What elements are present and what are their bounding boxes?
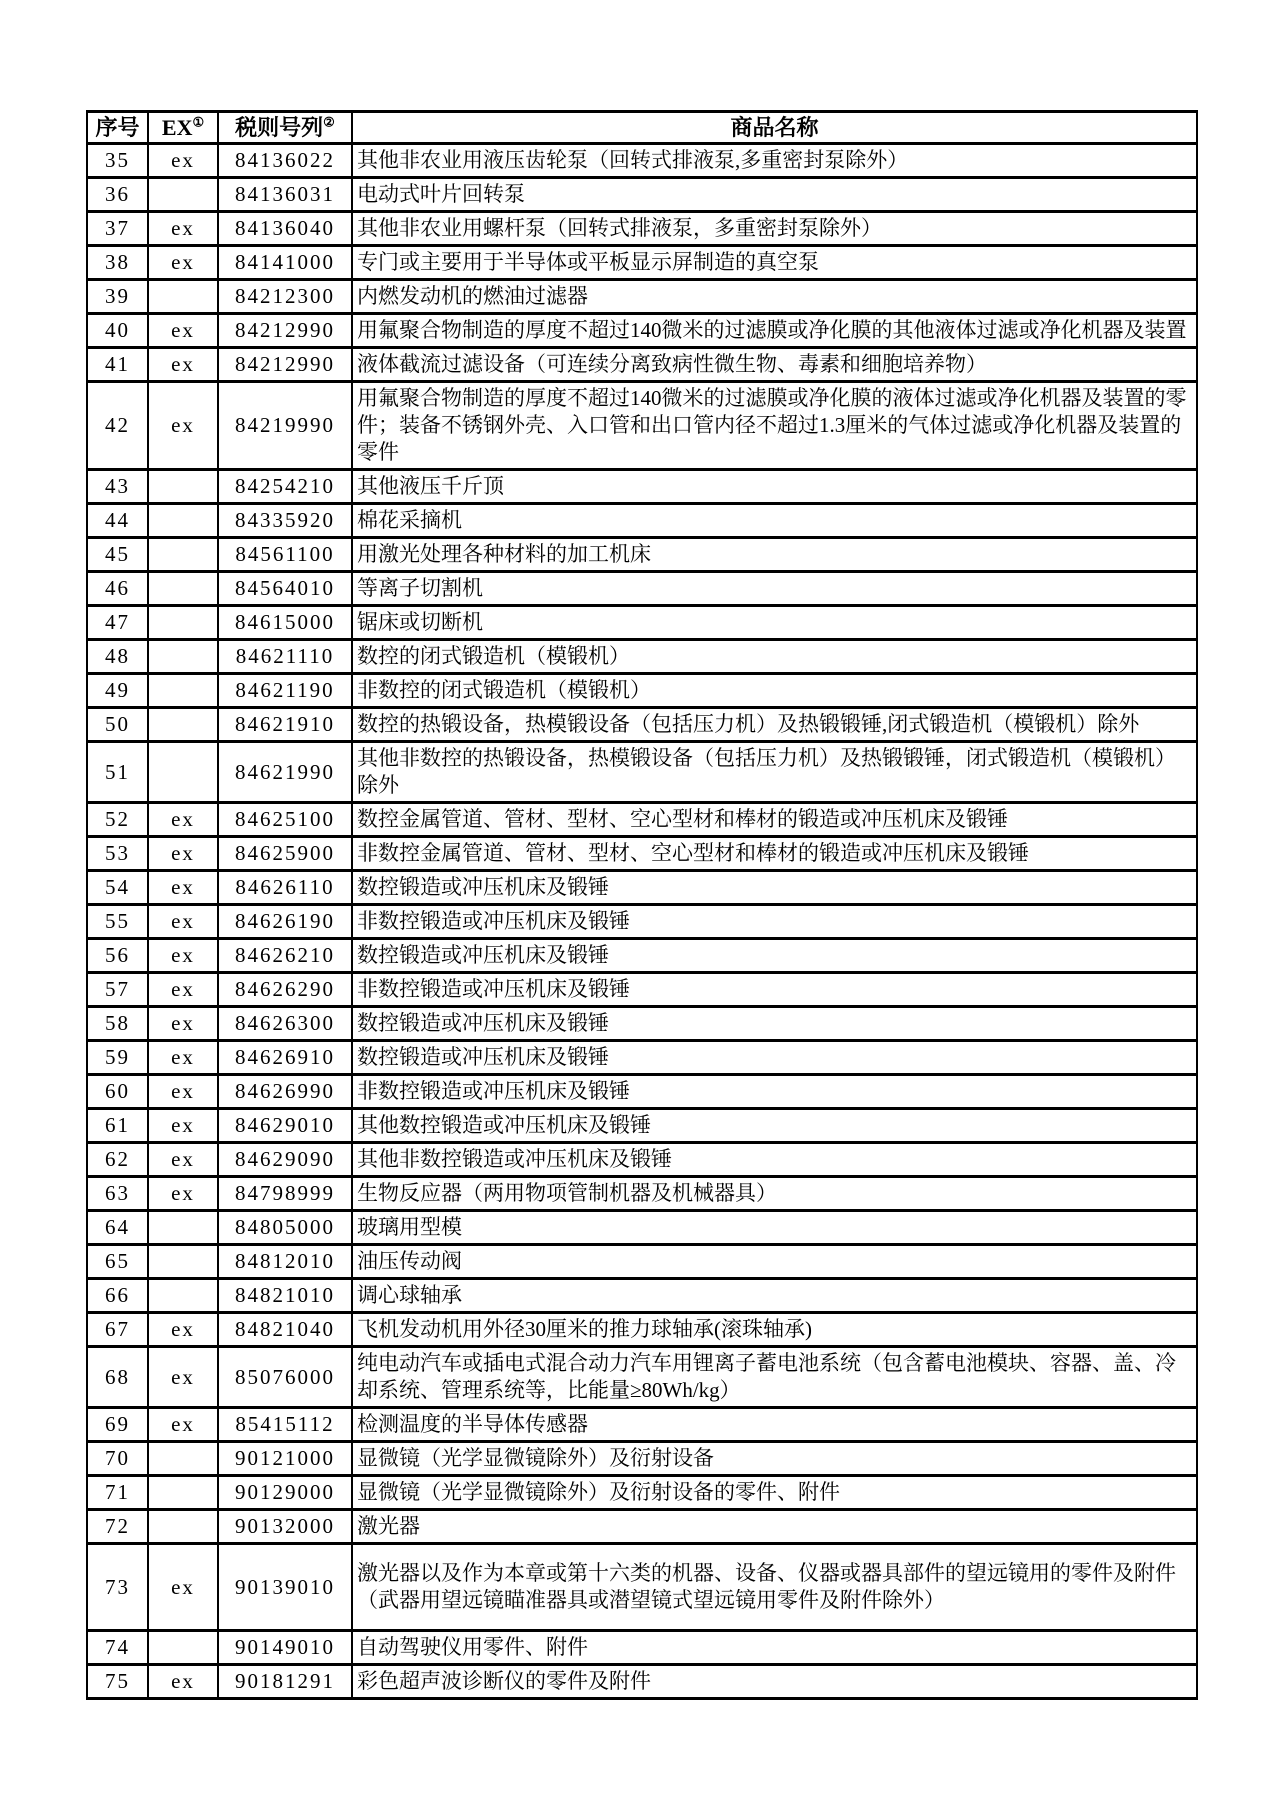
row-serial-number: 49 [87, 674, 148, 708]
row-serial-number: 45 [87, 538, 148, 572]
row-tariff-code: 84629090 [218, 1143, 352, 1177]
row-product-name: 显微镜（光学显微镜除外）及衍射设备的零件、附件 [352, 1476, 1197, 1510]
row-serial-number: 55 [87, 905, 148, 939]
row-tariff-code: 84805000 [218, 1211, 352, 1245]
row-serial-number: 58 [87, 1007, 148, 1041]
row-ex-flag [148, 572, 218, 606]
row-ex-flag: ex [148, 1075, 218, 1109]
row-ex-flag: ex [148, 1347, 218, 1408]
row-tariff-code: 84821040 [218, 1313, 352, 1347]
row-ex-flag [148, 1476, 218, 1510]
row-tariff-code: 84615000 [218, 606, 352, 640]
table-row [87, 905, 1197, 939]
row-ex-flag [148, 178, 218, 212]
row-serial-number: 62 [87, 1143, 148, 1177]
row-product-name: 自动驾驶仪用零件、附件 [352, 1631, 1197, 1665]
table-row [87, 1665, 1197, 1699]
table-row [87, 178, 1197, 212]
row-ex-flag [148, 1631, 218, 1665]
row-tariff-code: 84621910 [218, 708, 352, 742]
table-row [87, 1109, 1197, 1143]
row-tariff-code: 84141000 [218, 246, 352, 280]
row-product-name: 数控的闭式锻造机（模锻机） [352, 640, 1197, 674]
row-serial-number: 46 [87, 572, 148, 606]
row-ex-flag: ex [148, 212, 218, 246]
row-serial-number: 68 [87, 1347, 148, 1408]
row-ex-flag: ex [148, 246, 218, 280]
row-serial-number: 48 [87, 640, 148, 674]
row-ex-flag: ex [148, 1544, 218, 1631]
table-row [87, 871, 1197, 905]
table-row [87, 1510, 1197, 1544]
row-serial-number: 72 [87, 1510, 148, 1544]
table-row [87, 606, 1197, 640]
row-tariff-code: 84212300 [218, 280, 352, 314]
row-product-name: 其他非数控的热锻设备，热模锻设备（包括压力机）及热锻锻锤，闭式锻造机（模锻机）除外 [352, 742, 1197, 803]
row-product-name: 液体截流过滤设备（可连续分离致病性微生物、毒素和细胞培养物） [352, 348, 1197, 382]
row-tariff-code: 90129000 [218, 1476, 352, 1510]
row-ex-flag: ex [148, 871, 218, 905]
row-serial-number: 61 [87, 1109, 148, 1143]
table-row [87, 348, 1197, 382]
row-serial-number: 74 [87, 1631, 148, 1665]
row-ex-flag: ex [148, 939, 218, 973]
row-serial-number: 66 [87, 1279, 148, 1313]
table-row [87, 1245, 1197, 1279]
footnote-marker-1: ① [192, 114, 205, 130]
row-tariff-code: 84621110 [218, 640, 352, 674]
table-row [87, 538, 1197, 572]
row-ex-flag [148, 470, 218, 504]
table-row [87, 640, 1197, 674]
row-tariff-code: 84626210 [218, 939, 352, 973]
row-ex-flag [148, 280, 218, 314]
row-tariff-code: 84626290 [218, 973, 352, 1007]
row-tariff-code: 84212990 [218, 314, 352, 348]
row-ex-flag: ex [148, 348, 218, 382]
row-tariff-code: 90139010 [218, 1544, 352, 1631]
row-serial-number: 35 [87, 144, 148, 178]
table-row [87, 1476, 1197, 1510]
row-product-name: 数控锻造或冲压机床及锻锤 [352, 871, 1197, 905]
column-header-tariff-code-label: 税则号列 [235, 115, 324, 140]
row-serial-number: 73 [87, 1544, 148, 1631]
row-ex-flag: ex [148, 1109, 218, 1143]
row-tariff-code: 84626300 [218, 1007, 352, 1041]
row-tariff-code: 84625100 [218, 803, 352, 837]
table-row [87, 572, 1197, 606]
row-tariff-code: 84626190 [218, 905, 352, 939]
row-serial-number: 56 [87, 939, 148, 973]
table-row [87, 314, 1197, 348]
row-serial-number: 60 [87, 1075, 148, 1109]
column-header-ex [148, 112, 218, 144]
row-product-name: 其他非农业用液压齿轮泵（回转式排液泵,多重密封泵除外） [352, 144, 1197, 178]
table-row [87, 708, 1197, 742]
row-tariff-code: 84564010 [218, 572, 352, 606]
table-row [87, 1544, 1197, 1631]
table-row [87, 742, 1197, 803]
row-serial-number: 50 [87, 708, 148, 742]
row-ex-flag: ex [148, 803, 218, 837]
row-product-name: 激光器 [352, 1510, 1197, 1544]
row-product-name: 棉花采摘机 [352, 504, 1197, 538]
row-ex-flag [148, 640, 218, 674]
row-tariff-code: 90149010 [218, 1631, 352, 1665]
row-serial-number: 40 [87, 314, 148, 348]
row-ex-flag: ex [148, 1041, 218, 1075]
row-tariff-code: 84136022 [218, 144, 352, 178]
row-ex-flag [148, 1245, 218, 1279]
row-tariff-code: 85415112 [218, 1408, 352, 1442]
row-serial-number: 67 [87, 1313, 148, 1347]
row-product-name: 内燃发动机的燃油过滤器 [352, 280, 1197, 314]
tariff-table [86, 110, 1198, 1700]
table-row [87, 246, 1197, 280]
row-ex-flag: ex [148, 1313, 218, 1347]
row-product-name: 非数控锻造或冲压机床及锻锤 [352, 905, 1197, 939]
table-row [87, 939, 1197, 973]
table-row [87, 1313, 1197, 1347]
table-row [87, 144, 1197, 178]
table-row [87, 1007, 1197, 1041]
row-ex-flag: ex [148, 973, 218, 1007]
row-ex-flag: ex [148, 837, 218, 871]
row-tariff-code: 84136031 [218, 178, 352, 212]
column-header-tariff-code [218, 112, 352, 144]
row-serial-number: 39 [87, 280, 148, 314]
row-serial-number: 69 [87, 1408, 148, 1442]
row-product-name: 调心球轴承 [352, 1279, 1197, 1313]
row-serial-number: 43 [87, 470, 148, 504]
row-ex-flag [148, 504, 218, 538]
table-row [87, 1041, 1197, 1075]
row-product-name: 用氟聚合物制造的厚度不超过140微米的过滤膜或净化膜的液体过滤或净化机器及装置的零件；装备不锈钢外壳、入口管和出口管内径不超过1.3厘米的气体过滤或净化机器及装置的零件 [352, 382, 1197, 470]
row-product-name: 专门或主要用于半导体或平板显示屏制造的真空泵 [352, 246, 1197, 280]
row-tariff-code: 84335920 [218, 504, 352, 538]
row-ex-flag: ex [148, 1143, 218, 1177]
row-tariff-code: 84219990 [218, 382, 352, 470]
row-serial-number: 37 [87, 212, 148, 246]
table-row [87, 1211, 1197, 1245]
table-row [87, 1631, 1197, 1665]
row-tariff-code: 84621190 [218, 674, 352, 708]
row-ex-flag [148, 1279, 218, 1313]
row-product-name: 彩色超声波诊断仪的零件及附件 [352, 1665, 1197, 1699]
row-serial-number: 59 [87, 1041, 148, 1075]
row-product-name: 飞机发动机用外径30厘米的推力球轴承(滚珠轴承) [352, 1313, 1197, 1347]
row-ex-flag: ex [148, 905, 218, 939]
row-ex-flag: ex [148, 1177, 218, 1211]
table-row [87, 973, 1197, 1007]
row-tariff-code: 84212990 [218, 348, 352, 382]
row-ex-flag [148, 538, 218, 572]
column-header-product-name: 商品名称 [352, 112, 1197, 144]
column-header-ex-label: EX [161, 115, 193, 140]
row-product-name: 非数控金属管道、管材、型材、空心型材和棒材的锻造或冲压机床及锻锤 [352, 837, 1197, 871]
row-tariff-code: 90132000 [218, 1510, 352, 1544]
row-tariff-code: 84798999 [218, 1177, 352, 1211]
row-tariff-code: 84254210 [218, 470, 352, 504]
table-row [87, 280, 1197, 314]
table-row [87, 1177, 1197, 1211]
table-row [87, 212, 1197, 246]
row-tariff-code: 84629010 [218, 1109, 352, 1143]
table-row [87, 1279, 1197, 1313]
row-product-name: 数控金属管道、管材、型材、空心型材和棒材的锻造或冲压机床及锻锤 [352, 803, 1197, 837]
row-product-name: 非数控的闭式锻造机（模锻机） [352, 674, 1197, 708]
row-product-name: 生物反应器（两用物项管制机器及机械器具） [352, 1177, 1197, 1211]
row-product-name: 检测温度的半导体传感器 [352, 1408, 1197, 1442]
row-serial-number: 71 [87, 1476, 148, 1510]
table-row [87, 1347, 1197, 1408]
row-ex-flag [148, 1510, 218, 1544]
row-ex-flag: ex [148, 1665, 218, 1699]
row-product-name: 用氟聚合物制造的厚度不超过140微米的过滤膜或净化膜的其他液体过滤或净化机器及装置 [352, 314, 1197, 348]
table-row [87, 470, 1197, 504]
row-serial-number: 51 [87, 742, 148, 803]
table-row [87, 382, 1197, 470]
row-tariff-code: 90181291 [218, 1665, 352, 1699]
row-product-name: 其他非数控锻造或冲压机床及锻锤 [352, 1143, 1197, 1177]
row-product-name: 数控的热锻设备，热模锻设备（包括压力机）及热锻锻锤,闭式锻造机（模锻机）除外 [352, 708, 1197, 742]
row-serial-number: 42 [87, 382, 148, 470]
row-tariff-code: 84821010 [218, 1279, 352, 1313]
row-serial-number: 47 [87, 606, 148, 640]
row-product-name: 玻璃用型模 [352, 1211, 1197, 1245]
row-ex-flag: ex [148, 382, 218, 470]
row-product-name: 纯电动汽车或插电式混合动力汽车用锂离子蓄电池系统（包含蓄电池模块、容器、盖、冷却系统、管理系统等，比能量≥80Wh/kg） [352, 1347, 1197, 1408]
row-product-name: 数控锻造或冲压机床及锻锤 [352, 1041, 1197, 1075]
row-product-name: 数控锻造或冲压机床及锻锤 [352, 1007, 1197, 1041]
row-ex-flag: ex [148, 1408, 218, 1442]
row-serial-number: 75 [87, 1665, 148, 1699]
row-tariff-code: 84561100 [218, 538, 352, 572]
row-serial-number: 44 [87, 504, 148, 538]
row-ex-flag [148, 674, 218, 708]
row-serial-number: 53 [87, 837, 148, 871]
row-product-name: 激光器以及作为本章或第十六类的机器、设备、仪器或器具部件的望远镜用的零件及附件（武器用望远镜瞄准器具或潜望镜式望远镜用零件及附件除外） [352, 1544, 1197, 1631]
row-ex-flag [148, 606, 218, 640]
row-tariff-code: 84621990 [218, 742, 352, 803]
row-product-name: 用激光处理各种材料的加工机床 [352, 538, 1197, 572]
table-row [87, 1075, 1197, 1109]
row-serial-number: 70 [87, 1442, 148, 1476]
row-product-name: 等离子切割机 [352, 572, 1197, 606]
row-product-name: 非数控锻造或冲压机床及锻锤 [352, 973, 1197, 1007]
row-serial-number: 64 [87, 1211, 148, 1245]
row-ex-flag [148, 1442, 218, 1476]
table-header-row [87, 112, 1197, 144]
footnote-marker-2: ② [323, 114, 335, 130]
row-product-name: 其他数控锻造或冲压机床及锻锤 [352, 1109, 1197, 1143]
row-ex-flag: ex [148, 144, 218, 178]
row-serial-number: 52 [87, 803, 148, 837]
column-header-serial: 序号 [87, 112, 148, 144]
table-row [87, 1143, 1197, 1177]
row-serial-number: 38 [87, 246, 148, 280]
table-row [87, 837, 1197, 871]
row-product-name: 其他非农业用螺杆泵（回转式排液泵，多重密封泵除外） [352, 212, 1197, 246]
row-serial-number: 54 [87, 871, 148, 905]
row-ex-flag [148, 708, 218, 742]
table-row [87, 1442, 1197, 1476]
row-product-name: 其他液压千斤顶 [352, 470, 1197, 504]
row-product-name: 电动式叶片回转泵 [352, 178, 1197, 212]
row-ex-flag [148, 1211, 218, 1245]
row-ex-flag: ex [148, 314, 218, 348]
row-tariff-code: 84136040 [218, 212, 352, 246]
row-tariff-code: 84625900 [218, 837, 352, 871]
row-tariff-code: 84626910 [218, 1041, 352, 1075]
row-serial-number: 36 [87, 178, 148, 212]
table-row [87, 1408, 1197, 1442]
row-ex-flag [148, 742, 218, 803]
row-tariff-code: 84626990 [218, 1075, 352, 1109]
table-row [87, 504, 1197, 538]
row-product-name: 锯床或切断机 [352, 606, 1197, 640]
row-serial-number: 41 [87, 348, 148, 382]
row-serial-number: 63 [87, 1177, 148, 1211]
row-ex-flag: ex [148, 1007, 218, 1041]
row-product-name: 油压传动阀 [352, 1245, 1197, 1279]
row-product-name: 数控锻造或冲压机床及锻锤 [352, 939, 1197, 973]
table-row [87, 803, 1197, 837]
row-tariff-code: 90121000 [218, 1442, 352, 1476]
row-tariff-code: 85076000 [218, 1347, 352, 1408]
row-tariff-code: 84626110 [218, 871, 352, 905]
row-product-name: 显微镜（光学显微镜除外）及衍射设备 [352, 1442, 1197, 1476]
row-serial-number: 57 [87, 973, 148, 1007]
row-tariff-code: 84812010 [218, 1245, 352, 1279]
table-row [87, 674, 1197, 708]
row-product-name: 非数控锻造或冲压机床及锻锤 [352, 1075, 1197, 1109]
row-serial-number: 65 [87, 1245, 148, 1279]
